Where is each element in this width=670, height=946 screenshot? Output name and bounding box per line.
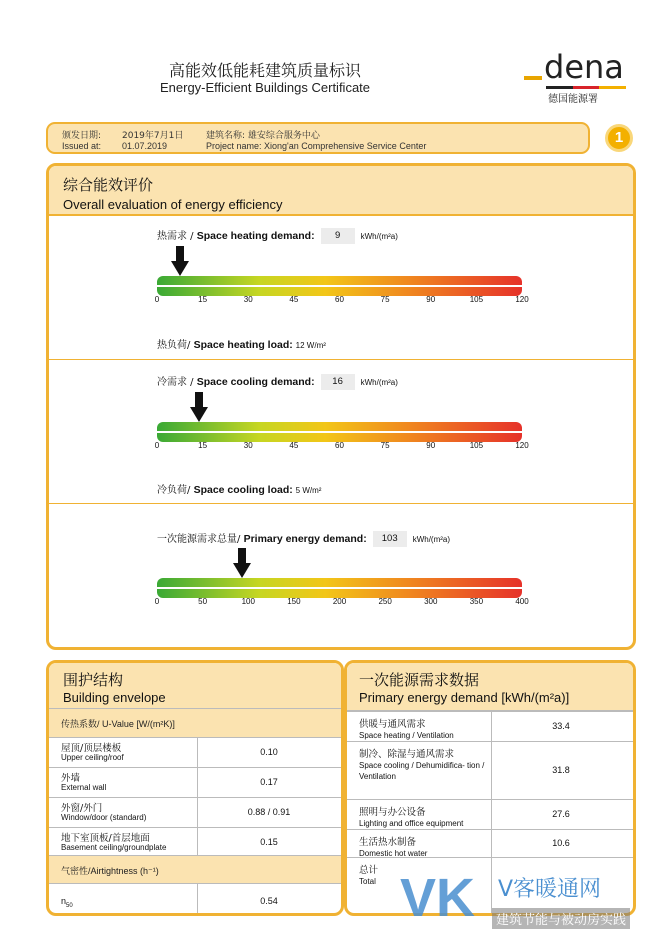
cooling-unit: kWh/(m²a): [360, 378, 398, 387]
envelope-title-en: Building envelope: [63, 690, 166, 705]
logo-text: dena: [544, 48, 624, 86]
primary-scale-tick: 200: [332, 597, 347, 606]
uvalue-header-row: [49, 709, 341, 737]
primary-scale-tick: 50: [198, 597, 208, 606]
issue-date-label-en: Issued at:: [62, 141, 102, 151]
envelope-row-label-zh: 外窗/外门: [61, 803, 103, 814]
primary-row-label-zh: 制冷、除湿与通风需求: [359, 749, 455, 760]
primary-scale-tick: 300: [424, 597, 438, 606]
primary-scale-tick: 250: [378, 597, 392, 606]
cooling-scale-bar: [154, 422, 529, 450]
cooling-scale-tick: 90: [426, 441, 436, 450]
cooling-scale-tick: 60: [335, 441, 344, 450]
primary-row-label-zh: 生活热水制备: [359, 837, 417, 848]
primary-table-title-en: Primary energy demand [kWh/(m²a)]: [359, 690, 570, 705]
heating-scale-tick: 60: [335, 295, 344, 304]
issue-date-value-zh: 2019年7月1日: [122, 131, 184, 141]
dena-logo: [520, 48, 624, 105]
airtightness-header-row: [49, 855, 341, 883]
envelope-row-value: 0.15: [260, 837, 278, 847]
building-envelope-panel: [46, 660, 344, 916]
envelope-row-label-zh: 屋顶/顶层楼板: [61, 743, 122, 754]
envelope-header: [49, 663, 341, 709]
primary-row-value: 31.8: [552, 765, 570, 775]
primary-row-label-en: Total: [359, 877, 376, 886]
envelope-row-label-en: External wall: [61, 783, 107, 792]
envelope-row-value: 0.17: [260, 777, 278, 787]
primary-table-row: [347, 741, 633, 799]
cooling-demand-value: 16: [321, 374, 355, 390]
primary-table-title-zh: 一次能源需求数据: [359, 671, 480, 689]
envelope-row: [49, 827, 341, 857]
heating-scale-tick: 0: [154, 295, 160, 304]
cooling-load-value: 5 W/m²: [295, 486, 322, 495]
primary-label-zh: 一次能源需求总量/: [157, 534, 244, 545]
heating-scale-tick: 120: [515, 295, 529, 304]
heating-load-label-en: Space heating load:: [193, 339, 293, 351]
vk-watermark: [400, 868, 670, 946]
issue-info-box: [46, 122, 590, 154]
issue-date-label-zh: 颁发日期:: [62, 131, 102, 141]
primary-marker-arrow: [233, 548, 251, 578]
primary-scale-tick: 100: [241, 597, 255, 606]
primary-scale-tick: 400: [515, 597, 529, 606]
overall-title-en: Overall evaluation of energy efficiency: [63, 197, 283, 212]
uvalue-header: 传热系数/ U-Value [W/(m²K)]: [61, 719, 175, 729]
certificate-title-zh: 高能效低能耗建筑质量标识: [168, 61, 361, 80]
envelope-row: [49, 737, 341, 767]
cooling-demand-line: [157, 373, 398, 390]
logo-color-bar: [546, 86, 626, 89]
envelope-row: [49, 767, 341, 797]
primary-demand-line: [157, 530, 450, 547]
primary-row-value: 33.4: [552, 721, 570, 731]
project-name-en: Project name: Xiong'an Comprehensive Service Center: [206, 141, 427, 151]
envelope-row-label-en: Upper ceiling/roof: [61, 753, 124, 762]
primary-table-row: [347, 829, 633, 857]
heating-scale-tick: 105: [469, 295, 484, 304]
n50-row: [49, 883, 341, 916]
primary-table-row: [347, 711, 633, 741]
overall-evaluation-panel: [46, 163, 636, 650]
primary-table-row: [347, 799, 633, 829]
heating-scale-tick: 90: [426, 295, 436, 304]
primary-row-label-en: Domestic hot water: [359, 849, 428, 858]
watermark-caption: 建筑节能与被动房实践: [492, 908, 630, 929]
cooling-divider: [49, 359, 633, 360]
envelope-row-value: 0.10: [260, 747, 278, 757]
primary-row-value: 27.6: [552, 809, 570, 819]
cooling-scale-tick: 120: [515, 441, 529, 450]
heating-load-line: [157, 336, 326, 351]
n50-label: $n_{50}$: [61, 896, 73, 909]
envelope-row: [49, 797, 341, 827]
heating-scale-bar: [154, 276, 529, 304]
cooling-scale-tick: 0: [154, 441, 160, 450]
envelope-row-label-en: Window/door (standard): [61, 813, 147, 822]
primary-row-value: 10.6: [552, 838, 570, 848]
heating-load-value: 12 W/m²: [295, 341, 326, 350]
heating-marker-arrow: [171, 246, 189, 276]
cooling-load-line: [157, 481, 321, 496]
heating-label-en: Space heating demand:: [196, 230, 315, 242]
primary-row-label-zh: 供暖与通风需求: [359, 719, 426, 730]
primary-unit: kWh/(m²a): [412, 535, 451, 544]
certificate-title-en: Energy-Efficient Buildings Certificate: [159, 80, 371, 95]
primary-row-label-zh: 照明与办公设备: [359, 807, 426, 818]
heating-label-zh: 热需求 /: [157, 231, 197, 242]
cooling-label-zh: 冷需求 /: [157, 377, 197, 388]
primary-row-label-en: Space heating / Ventilation: [359, 731, 454, 740]
logo-dash: [524, 76, 542, 80]
primary-table-header: [347, 663, 633, 711]
heating-scale-tick: 45: [289, 295, 299, 304]
primary-scale-tick: 350: [469, 597, 484, 606]
page-number-badge: 1: [605, 124, 633, 152]
cooling-scale-tick: 105: [469, 441, 484, 450]
n50-value: 0.54: [260, 896, 278, 906]
cooling-scale-tick: 30: [243, 441, 253, 450]
heating-demand-value: 9: [321, 228, 355, 244]
envelope-row-label-en: Basement ceiling/groundplate: [61, 843, 167, 852]
primary-row-label-zh: 总计: [359, 865, 379, 876]
envelope-title-zh: 围护结构: [63, 671, 124, 689]
primary-row-label-en: Space cooling / Dehumidifica- tion / Ventilation: [359, 761, 485, 781]
watermark-brand: V客暖通网: [498, 877, 602, 902]
heating-scale-tick: 30: [243, 295, 253, 304]
heating-unit: kWh/(m²a): [360, 232, 398, 241]
primary-scale-tick: 0: [154, 597, 160, 606]
cooling-load-label-en: Space cooling load:: [193, 484, 293, 496]
primary-scale-tick: 150: [287, 597, 301, 606]
logo-subtitle: 德国能源署: [548, 94, 598, 105]
watermark-vk-logo: VK: [400, 868, 476, 928]
cooling-scale-tick: 15: [198, 441, 208, 450]
primary-label-en: Primary energy demand:: [243, 533, 367, 545]
cooling-load-label-zh: 冷负荷/: [157, 485, 194, 496]
cooling-scale-tick: 75: [380, 441, 390, 450]
heating-scale-tick: 75: [380, 295, 390, 304]
heating-scale-tick: 15: [198, 295, 208, 304]
issue-date-value-en: 01.07.2019: [122, 141, 168, 151]
heating-demand-line: [157, 227, 398, 244]
primary-divider: [49, 503, 633, 504]
cooling-marker-arrow: [190, 392, 208, 422]
overall-title-zh: 综合能效评价: [63, 176, 154, 194]
primary-scale-bar: [154, 578, 529, 606]
primary-row-label-en: Lighting and office equipment: [359, 819, 464, 828]
envelope-row-label-zh: 外墙: [61, 773, 81, 784]
primary-demand-value: 103: [373, 531, 407, 547]
overall-panel-header: [49, 166, 633, 216]
cooling-label-en: Space cooling demand:: [196, 376, 315, 388]
envelope-row-value: 0.88 / 0.91: [247, 807, 291, 817]
airtightness-header: 气密性/Airtightness (h⁻¹): [61, 866, 159, 876]
project-name-zh: 建筑名称: 雄安综合服务中心: [206, 131, 320, 141]
cooling-scale-tick: 45: [289, 441, 299, 450]
envelope-row-label-zh: 地下室顶板/首层地面: [61, 833, 150, 844]
heating-load-label-zh: 热负荷/: [157, 340, 194, 351]
